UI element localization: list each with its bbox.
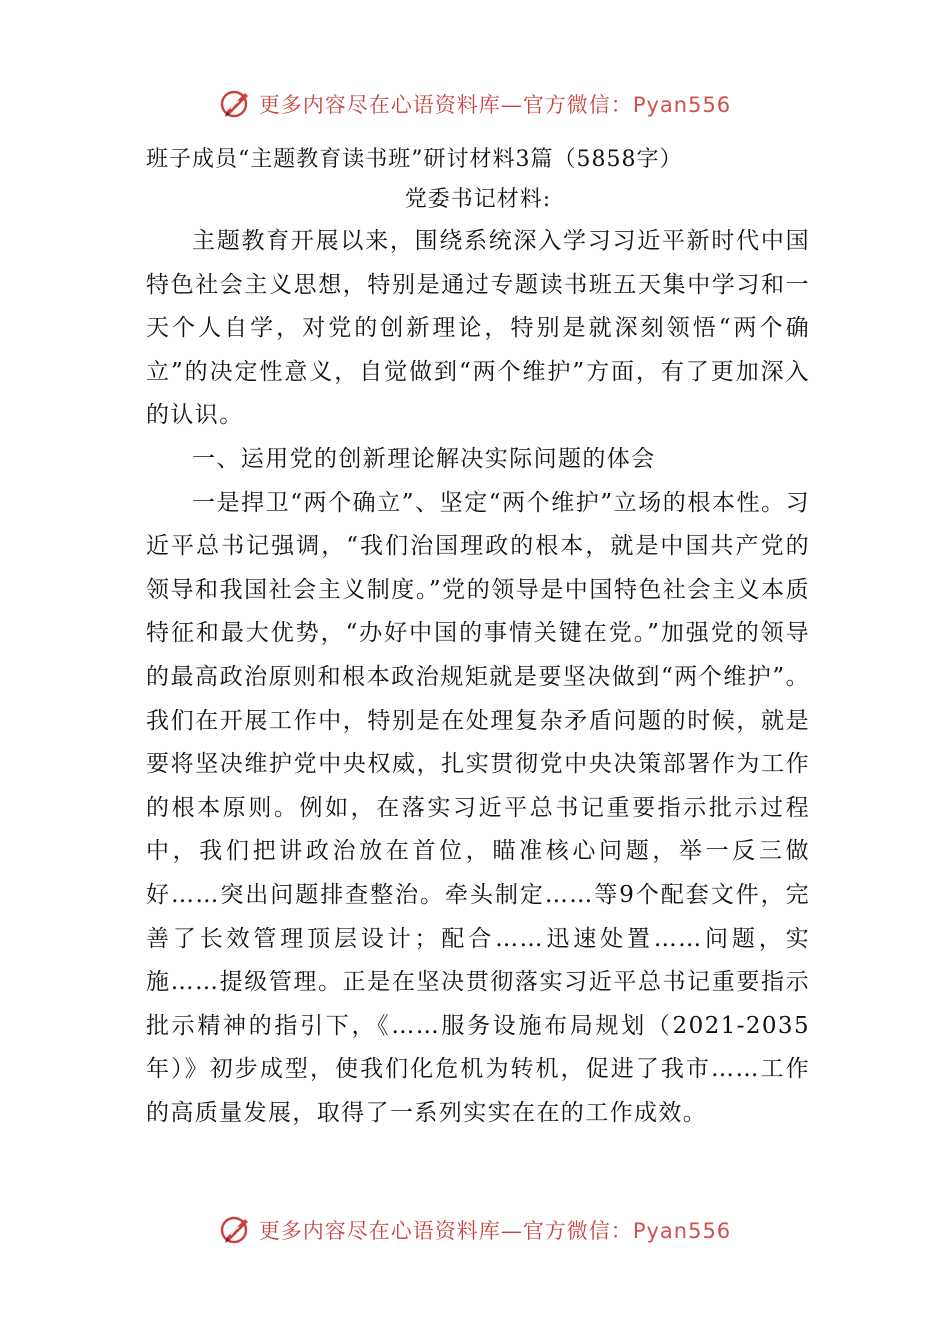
pen-circle-logo-icon [219,1213,253,1247]
heading-one: 一、运用党的创新理论解决实际问题的体会 [192,445,656,472]
section-title: 党委书记材料: [404,187,552,212]
watermark-separator: — [500,1219,523,1243]
pen-circle-logo-icon [219,87,253,121]
watermark-wechat-id: Pyan556 [632,1219,732,1243]
header-watermark-banner [0,82,950,126]
intro-paragraph: 主题教育开展以来，围绕系统深入学习习近平新时代中国特色社会主义思想，特别是通过专题读书班五天集中学习和一天个人自学，对党的创新理论，特别是就深刻领悟“两个确立”的决定性意义，自觉做到“两个维护”方面，有了更加深入的认识。 [146,228,810,429]
header-watermark-text [259,89,731,119]
watermark-main-text: 更多内容尽在心语资料库 [258,1219,501,1243]
footer-watermark-banner [0,1208,950,1252]
watermark-main-text: 更多内容尽在心语资料库 [258,93,501,117]
body-paragraph: 一是捍卫“两个确立”、坚定“两个维护”立场的根本性。习近平总书记强调，“我们治国理政的根本，就是中国共产党的领导和我国社会主义制度。”党的领导是中国特色社会主义本质特征和最大优势，“办好中国的事情关键在党。”加强党的领导的最高政治原则和根本政治规矩就是要坚决做到“两个维护”。我们在开展工作中，特别是在处理复杂矛盾问题的时候，就是要将坚决维护党中央权威，扎实贯彻党中央决策部署作为工作的根本原则。例如，在落实习近平总书记重要指示批示过程中，我们把讲政治放在首位，瞄准核心问题，举一反三做好……突出问题排查整治。牵头制定……等9个配套文件，完善了长效管理顶层设计；配合……迅速处置……问题，实施……提级管理。正是在坚决贯彻落实习近平总书记重要指示批示精神的指引下，《……服务设施布局规划（2021-2035年）》初步成型，使我们化危机为转机，促进了我市……工作的高质量发展，取得了一系列实实在在的工作成效。 [146,489,810,1126]
document-body [146,140,810,1135]
watermark-label: 官方微信： [522,93,633,117]
watermark-separator: — [500,93,523,117]
document-title: 班子成员“主题教育读书班”研讨材料3篇（5858字） [146,147,683,172]
footer-watermark-text [259,1215,731,1245]
watermark-label: 官方微信： [522,1219,633,1243]
watermark-wechat-id: Pyan556 [632,93,732,117]
